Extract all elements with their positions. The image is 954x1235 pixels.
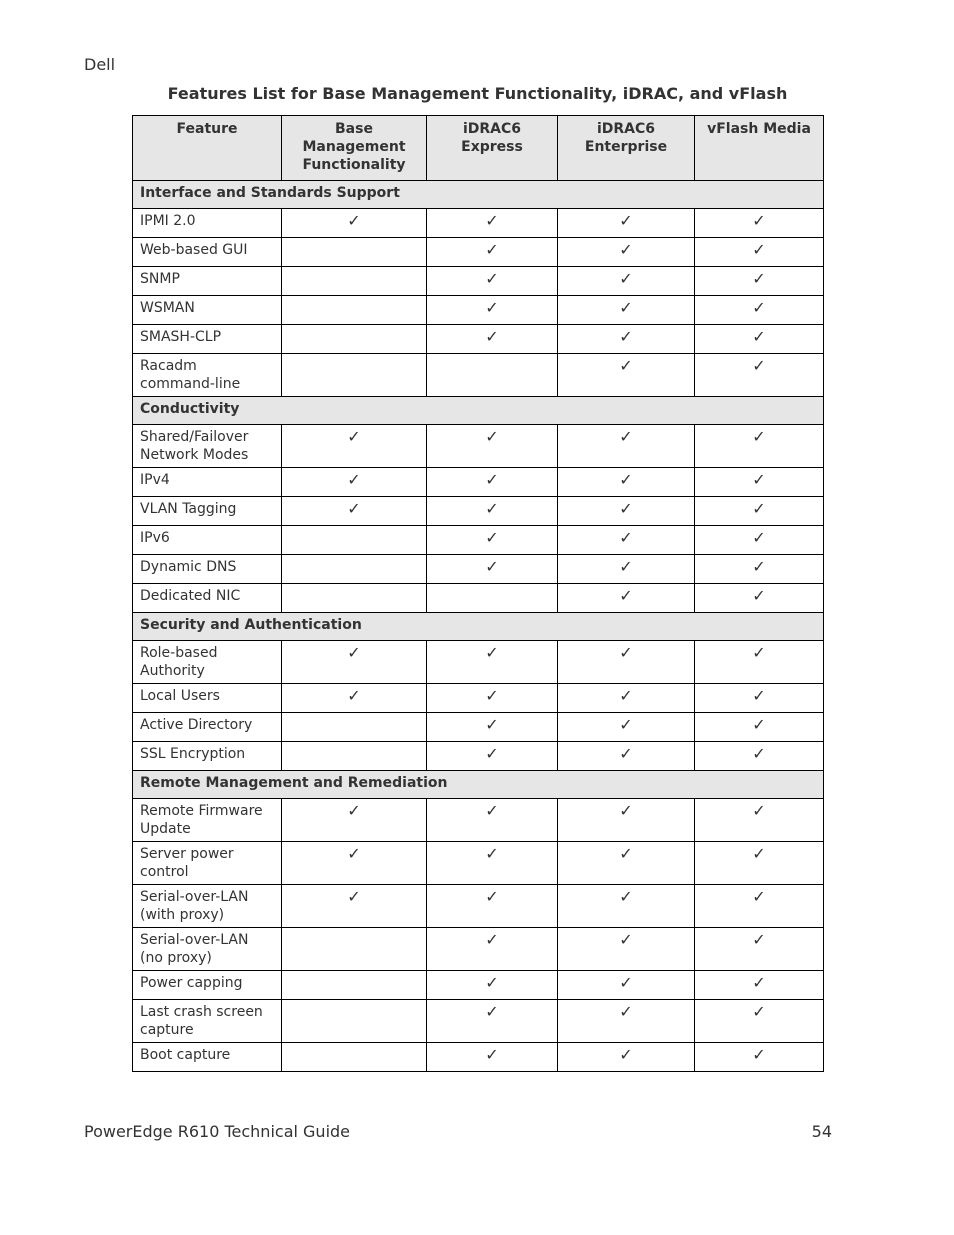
check-cell (695, 267, 824, 296)
check-cell (427, 971, 558, 1000)
check-cell (558, 425, 695, 468)
check-cell (695, 641, 824, 684)
check-cell (695, 885, 824, 928)
footer-page-number: 54 (811, 1122, 832, 1141)
table-row (133, 1000, 824, 1043)
check-cell (558, 1043, 695, 1072)
checkmark-icon: ✓ (752, 715, 766, 734)
check-cell (282, 799, 427, 842)
checkmark-icon: ✓ (752, 643, 766, 662)
table-row (133, 555, 824, 584)
check-cell (558, 885, 695, 928)
check-cell (558, 713, 695, 742)
check-cell (695, 713, 824, 742)
check-cell (282, 1000, 427, 1043)
check-cell (695, 799, 824, 842)
checkmark-icon: ✓ (752, 686, 766, 705)
check-cell (282, 742, 427, 771)
checkmark-icon: ✓ (752, 557, 766, 576)
check-cell (695, 296, 824, 325)
feature-name: VLAN Tagging (133, 497, 282, 526)
check-cell (558, 971, 695, 1000)
checkmark-icon: ✓ (619, 715, 633, 734)
checkmark-icon: ✓ (347, 470, 361, 489)
checkmark-icon: ✓ (619, 298, 633, 317)
table-row (133, 742, 824, 771)
check-cell (282, 684, 427, 713)
feature-name: Role-based Authority (133, 641, 282, 684)
check-cell (282, 555, 427, 584)
feature-name: Server power control (133, 842, 282, 885)
table-body (133, 181, 824, 1072)
check-cell (558, 742, 695, 771)
checkmark-icon: ✓ (619, 801, 633, 820)
checkmark-icon: ✓ (485, 211, 499, 230)
check-cell (282, 267, 427, 296)
table-header-row (133, 116, 824, 181)
checkmark-icon: ✓ (347, 643, 361, 662)
check-cell (427, 497, 558, 526)
check-cell (427, 885, 558, 928)
check-cell (427, 799, 558, 842)
feature-name: Racadm command-line (133, 354, 282, 397)
checkmark-icon: ✓ (485, 327, 499, 346)
check-cell (427, 684, 558, 713)
checkmark-icon: ✓ (485, 887, 499, 906)
check-cell (427, 1000, 558, 1043)
check-cell (282, 425, 427, 468)
checkmark-icon: ✓ (752, 240, 766, 259)
check-cell (282, 209, 427, 238)
check-cell (695, 971, 824, 1000)
check-cell (427, 526, 558, 555)
checkmark-icon: ✓ (485, 1045, 499, 1064)
checkmark-icon: ✓ (752, 801, 766, 820)
checkmark-icon: ✓ (619, 887, 633, 906)
check-cell (695, 209, 824, 238)
check-cell (695, 684, 824, 713)
column-header-idrac6-express: iDRAC6 Express (427, 116, 558, 181)
table-row (133, 584, 824, 613)
section-row (133, 613, 824, 641)
check-cell (282, 1043, 427, 1072)
header-brand: Dell (84, 55, 116, 74)
checkmark-icon: ✓ (485, 298, 499, 317)
table-row (133, 296, 824, 325)
feature-name: Last crash screen capture (133, 1000, 282, 1043)
check-cell (427, 584, 558, 613)
checkmark-icon: ✓ (619, 269, 633, 288)
checkmark-icon: ✓ (347, 844, 361, 863)
feature-name: Dedicated NIC (133, 584, 282, 613)
feature-name: Active Directory (133, 713, 282, 742)
check-cell (695, 584, 824, 613)
check-cell (558, 641, 695, 684)
checkmark-icon: ✓ (485, 470, 499, 489)
checkmark-icon: ✓ (619, 643, 633, 662)
checkmark-icon: ✓ (752, 356, 766, 375)
check-cell (695, 354, 824, 397)
checkmark-icon: ✓ (485, 240, 499, 259)
table-row (133, 209, 824, 238)
feature-name: IPv6 (133, 526, 282, 555)
check-cell (427, 354, 558, 397)
check-cell (282, 584, 427, 613)
checkmark-icon: ✓ (485, 930, 499, 949)
checkmark-icon: ✓ (752, 930, 766, 949)
checkmark-icon: ✓ (619, 557, 633, 576)
checkmark-icon: ✓ (752, 528, 766, 547)
check-cell (558, 209, 695, 238)
checkmark-icon: ✓ (752, 1002, 766, 1021)
checkmark-icon: ✓ (347, 499, 361, 518)
check-cell (695, 1043, 824, 1072)
checkmark-icon: ✓ (752, 973, 766, 992)
check-cell (427, 425, 558, 468)
check-cell (558, 526, 695, 555)
feature-name: IPv4 (133, 468, 282, 497)
checkmark-icon: ✓ (752, 427, 766, 446)
checkmark-icon: ✓ (619, 211, 633, 230)
feature-name: SMASH-CLP (133, 325, 282, 354)
checkmark-icon: ✓ (619, 528, 633, 547)
check-cell (282, 713, 427, 742)
feature-name: Shared/Failover Network Modes (133, 425, 282, 468)
feature-name: Serial-over-LAN (no proxy) (133, 928, 282, 971)
feature-name: Web-based GUI (133, 238, 282, 267)
check-cell (558, 584, 695, 613)
table-row (133, 641, 824, 684)
check-cell (695, 928, 824, 971)
checkmark-icon: ✓ (347, 427, 361, 446)
check-cell (427, 325, 558, 354)
section-title: Conductivity (133, 397, 824, 425)
check-cell (282, 641, 427, 684)
check-cell (558, 267, 695, 296)
check-cell (282, 238, 427, 267)
feature-name: Remote Firmware Update (133, 799, 282, 842)
checkmark-icon: ✓ (619, 356, 633, 375)
check-cell (558, 555, 695, 584)
section-title: Remote Management and Remediation (133, 771, 824, 799)
check-cell (695, 742, 824, 771)
section-row (133, 771, 824, 799)
check-cell (695, 325, 824, 354)
checkmark-icon: ✓ (485, 1002, 499, 1021)
checkmark-icon: ✓ (752, 470, 766, 489)
column-header-idrac6-enterprise: iDRAC6 Enterprise (558, 116, 695, 181)
feature-name: Serial-over-LAN (with proxy) (133, 885, 282, 928)
checkmark-icon: ✓ (347, 801, 361, 820)
table-row (133, 885, 824, 928)
checkmark-icon: ✓ (619, 327, 633, 346)
checkmark-icon: ✓ (619, 499, 633, 518)
table-row (133, 354, 824, 397)
checkmark-icon: ✓ (619, 586, 633, 605)
table-row (133, 325, 824, 354)
feature-name: SSL Encryption (133, 742, 282, 771)
checkmark-icon: ✓ (485, 801, 499, 820)
check-cell (558, 684, 695, 713)
feature-name: Boot capture (133, 1043, 282, 1072)
table-row (133, 497, 824, 526)
checkmark-icon: ✓ (485, 499, 499, 518)
checkmark-icon: ✓ (485, 844, 499, 863)
check-cell (282, 971, 427, 1000)
check-cell (427, 641, 558, 684)
check-cell (427, 928, 558, 971)
column-header-base-management: Base Management Functionality (282, 116, 427, 181)
check-cell (695, 842, 824, 885)
feature-name: Local Users (133, 684, 282, 713)
check-cell (695, 425, 824, 468)
column-header-vflash-media: vFlash Media (695, 116, 824, 181)
check-cell (282, 468, 427, 497)
checkmark-icon: ✓ (485, 269, 499, 288)
check-cell (282, 497, 427, 526)
checkmark-icon: ✓ (752, 744, 766, 763)
checkmark-icon: ✓ (752, 211, 766, 230)
section-row (133, 397, 824, 425)
table-row (133, 799, 824, 842)
check-cell (558, 468, 695, 497)
check-cell (558, 238, 695, 267)
section-title: Security and Authentication (133, 613, 824, 641)
check-cell (695, 468, 824, 497)
checkmark-icon: ✓ (619, 686, 633, 705)
checkmark-icon: ✓ (485, 427, 499, 446)
check-cell (282, 885, 427, 928)
feature-name: Dynamic DNS (133, 555, 282, 584)
checkmark-icon: ✓ (485, 557, 499, 576)
checkmark-icon: ✓ (752, 844, 766, 863)
check-cell (282, 354, 427, 397)
check-cell (282, 325, 427, 354)
table-row (133, 928, 824, 971)
table-row (133, 468, 824, 497)
checkmark-icon: ✓ (619, 427, 633, 446)
checkmark-icon: ✓ (485, 715, 499, 734)
checkmark-icon: ✓ (752, 586, 766, 605)
checkmark-icon: ✓ (752, 1045, 766, 1064)
checkmark-icon: ✓ (752, 327, 766, 346)
check-cell (558, 354, 695, 397)
checkmark-icon: ✓ (752, 269, 766, 288)
features-table (132, 115, 824, 1072)
check-cell (695, 238, 824, 267)
checkmark-icon: ✓ (619, 844, 633, 863)
check-cell (282, 296, 427, 325)
feature-name: SNMP (133, 267, 282, 296)
checkmark-icon: ✓ (485, 973, 499, 992)
feature-name: Power capping (133, 971, 282, 1000)
check-cell (427, 555, 558, 584)
table-row (133, 1043, 824, 1072)
table-row (133, 971, 824, 1000)
check-cell (427, 468, 558, 497)
check-cell (558, 799, 695, 842)
checkmark-icon: ✓ (619, 470, 633, 489)
section-row (133, 181, 824, 209)
checkmark-icon: ✓ (619, 240, 633, 259)
checkmark-icon: ✓ (619, 744, 633, 763)
checkmark-icon: ✓ (752, 499, 766, 518)
check-cell (558, 325, 695, 354)
column-header-feature: Feature (133, 116, 282, 181)
feature-name: WSMAN (133, 296, 282, 325)
checkmark-icon: ✓ (752, 887, 766, 906)
checkmark-icon: ✓ (485, 744, 499, 763)
check-cell (282, 526, 427, 555)
table-row (133, 713, 824, 742)
check-cell (558, 842, 695, 885)
checkmark-icon: ✓ (619, 1045, 633, 1064)
table-title: Features List for Base Management Functionality, iDRAC, and vFlash (167, 84, 788, 103)
check-cell (427, 842, 558, 885)
check-cell (427, 296, 558, 325)
checkmark-icon: ✓ (347, 887, 361, 906)
checkmark-icon: ✓ (485, 528, 499, 547)
check-cell (558, 497, 695, 526)
checkmark-icon: ✓ (485, 643, 499, 662)
check-cell (558, 928, 695, 971)
check-cell (427, 267, 558, 296)
section-title: Interface and Standards Support (133, 181, 824, 209)
checkmark-icon: ✓ (485, 686, 499, 705)
check-cell (427, 713, 558, 742)
checkmark-icon: ✓ (347, 211, 361, 230)
check-cell (282, 842, 427, 885)
feature-name: IPMI 2.0 (133, 209, 282, 238)
check-cell (558, 296, 695, 325)
table-row (133, 238, 824, 267)
check-cell (427, 209, 558, 238)
checkmark-icon: ✓ (619, 1002, 633, 1021)
table-row (133, 267, 824, 296)
check-cell (695, 497, 824, 526)
check-cell (558, 1000, 695, 1043)
table-row (133, 684, 824, 713)
table-row (133, 425, 824, 468)
checkmark-icon: ✓ (619, 930, 633, 949)
table-row (133, 842, 824, 885)
checkmark-icon: ✓ (347, 686, 361, 705)
check-cell (427, 742, 558, 771)
checkmark-icon: ✓ (752, 298, 766, 317)
check-cell (282, 928, 427, 971)
check-cell (695, 1000, 824, 1043)
check-cell (695, 555, 824, 584)
check-cell (695, 526, 824, 555)
checkmark-icon: ✓ (619, 973, 633, 992)
footer-doc-title: PowerEdge R610 Technical Guide (84, 1122, 351, 1141)
check-cell (427, 238, 558, 267)
check-cell (427, 1043, 558, 1072)
table-row (133, 526, 824, 555)
